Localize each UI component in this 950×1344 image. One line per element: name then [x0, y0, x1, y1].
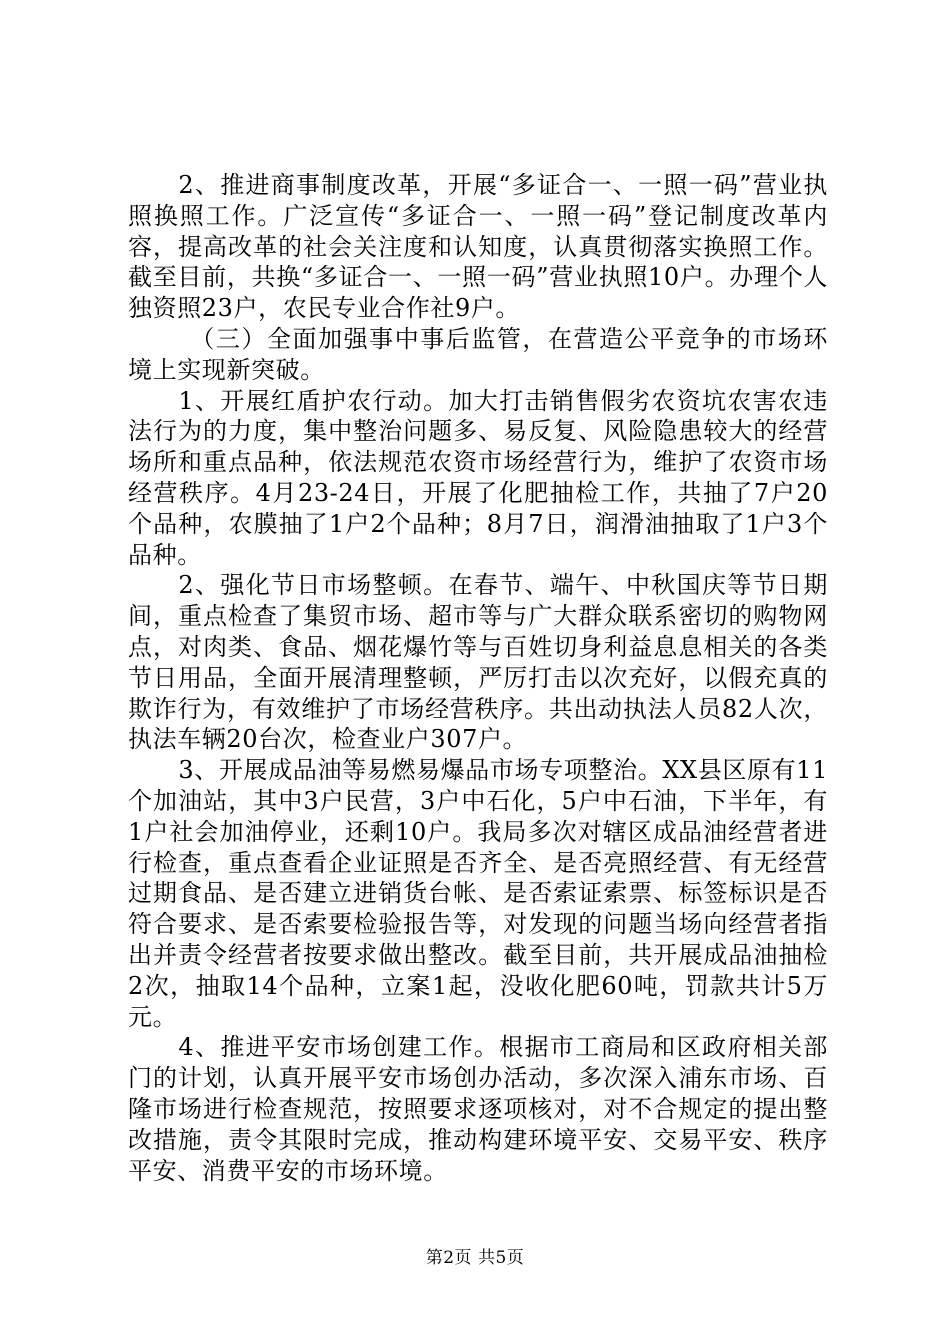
paragraph-commercial-reform: 2、推进商事制度改革，开展“多证合一、一照一码”营业执照换照工作。广泛宣传“多证合一、一照一码”登记制度改革内容，提高改革的社会关注度和认知度，认真贯彻落实换照工作。截至目前，共换“多证合一、一照一码”营业执照10户。办理个人独资照23户，农民专业合作社9户。 — [128, 171, 828, 323]
section-heading-supervision: （三）全面加强事中事后监管，在营造公平竞争的市场环境上实现新突破。 — [128, 324, 828, 384]
paragraph-safe-market: 4、推进平安市场创建工作。根据市工商局和区政府相关部门的计划，认真开展平安市场创办活动，多次深入浦东市场、百隆市场进行检查规范，按照要求逐项核对，对不合规定的提出整改措施，责令其限时完成，推动构建环境平安、交易平安、秩序平安、消费平安的市场环境。 — [128, 1033, 828, 1185]
page-number-footer: 第2页 共5页 — [425, 1248, 525, 1268]
paragraph-holiday-market: 2、强化节日市场整顿。在春节、端午、中秋国庆等节日期间，重点检查了集贸市场、超市等与广大群众联系密切的购物网点，对肉类、食品、烟花爆竹等与百姓切身利益息息相关的各类节日用品，全面开展清理整顿，严厉打击以次充好，以假充真的欺诈行为，有效维护了市场经营秩序。共出动执法人员82人次，执法车辆20台次，检查业户307户。 — [128, 571, 828, 754]
document-body — [128, 170, 828, 1186]
paragraph-red-shield-farm: 1、开展红盾护农行动。加大打击销售假劣农资坑农害农违法行为的力度，集中整治问题多、易反复、风险隐患较大的经营场所和重点品种，依法规范农资市场经营行为，维护了农资市场经营秩序。4月23-24日，开展了化肥抽检工作，共抽了7户20个品种，农膜抽了1户2个品种；8月7日，润滑油抽取了1户3个品种。 — [128, 386, 828, 569]
paragraph-oil-rectification: 3、开展成品油等易燃易爆品市场专项整治。XX县区原有11个加油站，其中3户民营，3户中石化，5户中石油，下半年，有1户社会加油停业，还剩10户。我局多次对辖区成品油经营者进行检查，重点查看企业证照是否齐全、是否亮照经营、有无经营过期食品、是否建立进销货台帐、是否索证索票、标签标识是否符合要求、是否索要检验报告等，对发现的问题当场向经营者指出并责令经营者按要求做出整改。截至目前，共开展成品油抽检2次，抽取14个品种，立案1起，没收化肥60吨，罚款共计5万元。 — [128, 756, 828, 1031]
